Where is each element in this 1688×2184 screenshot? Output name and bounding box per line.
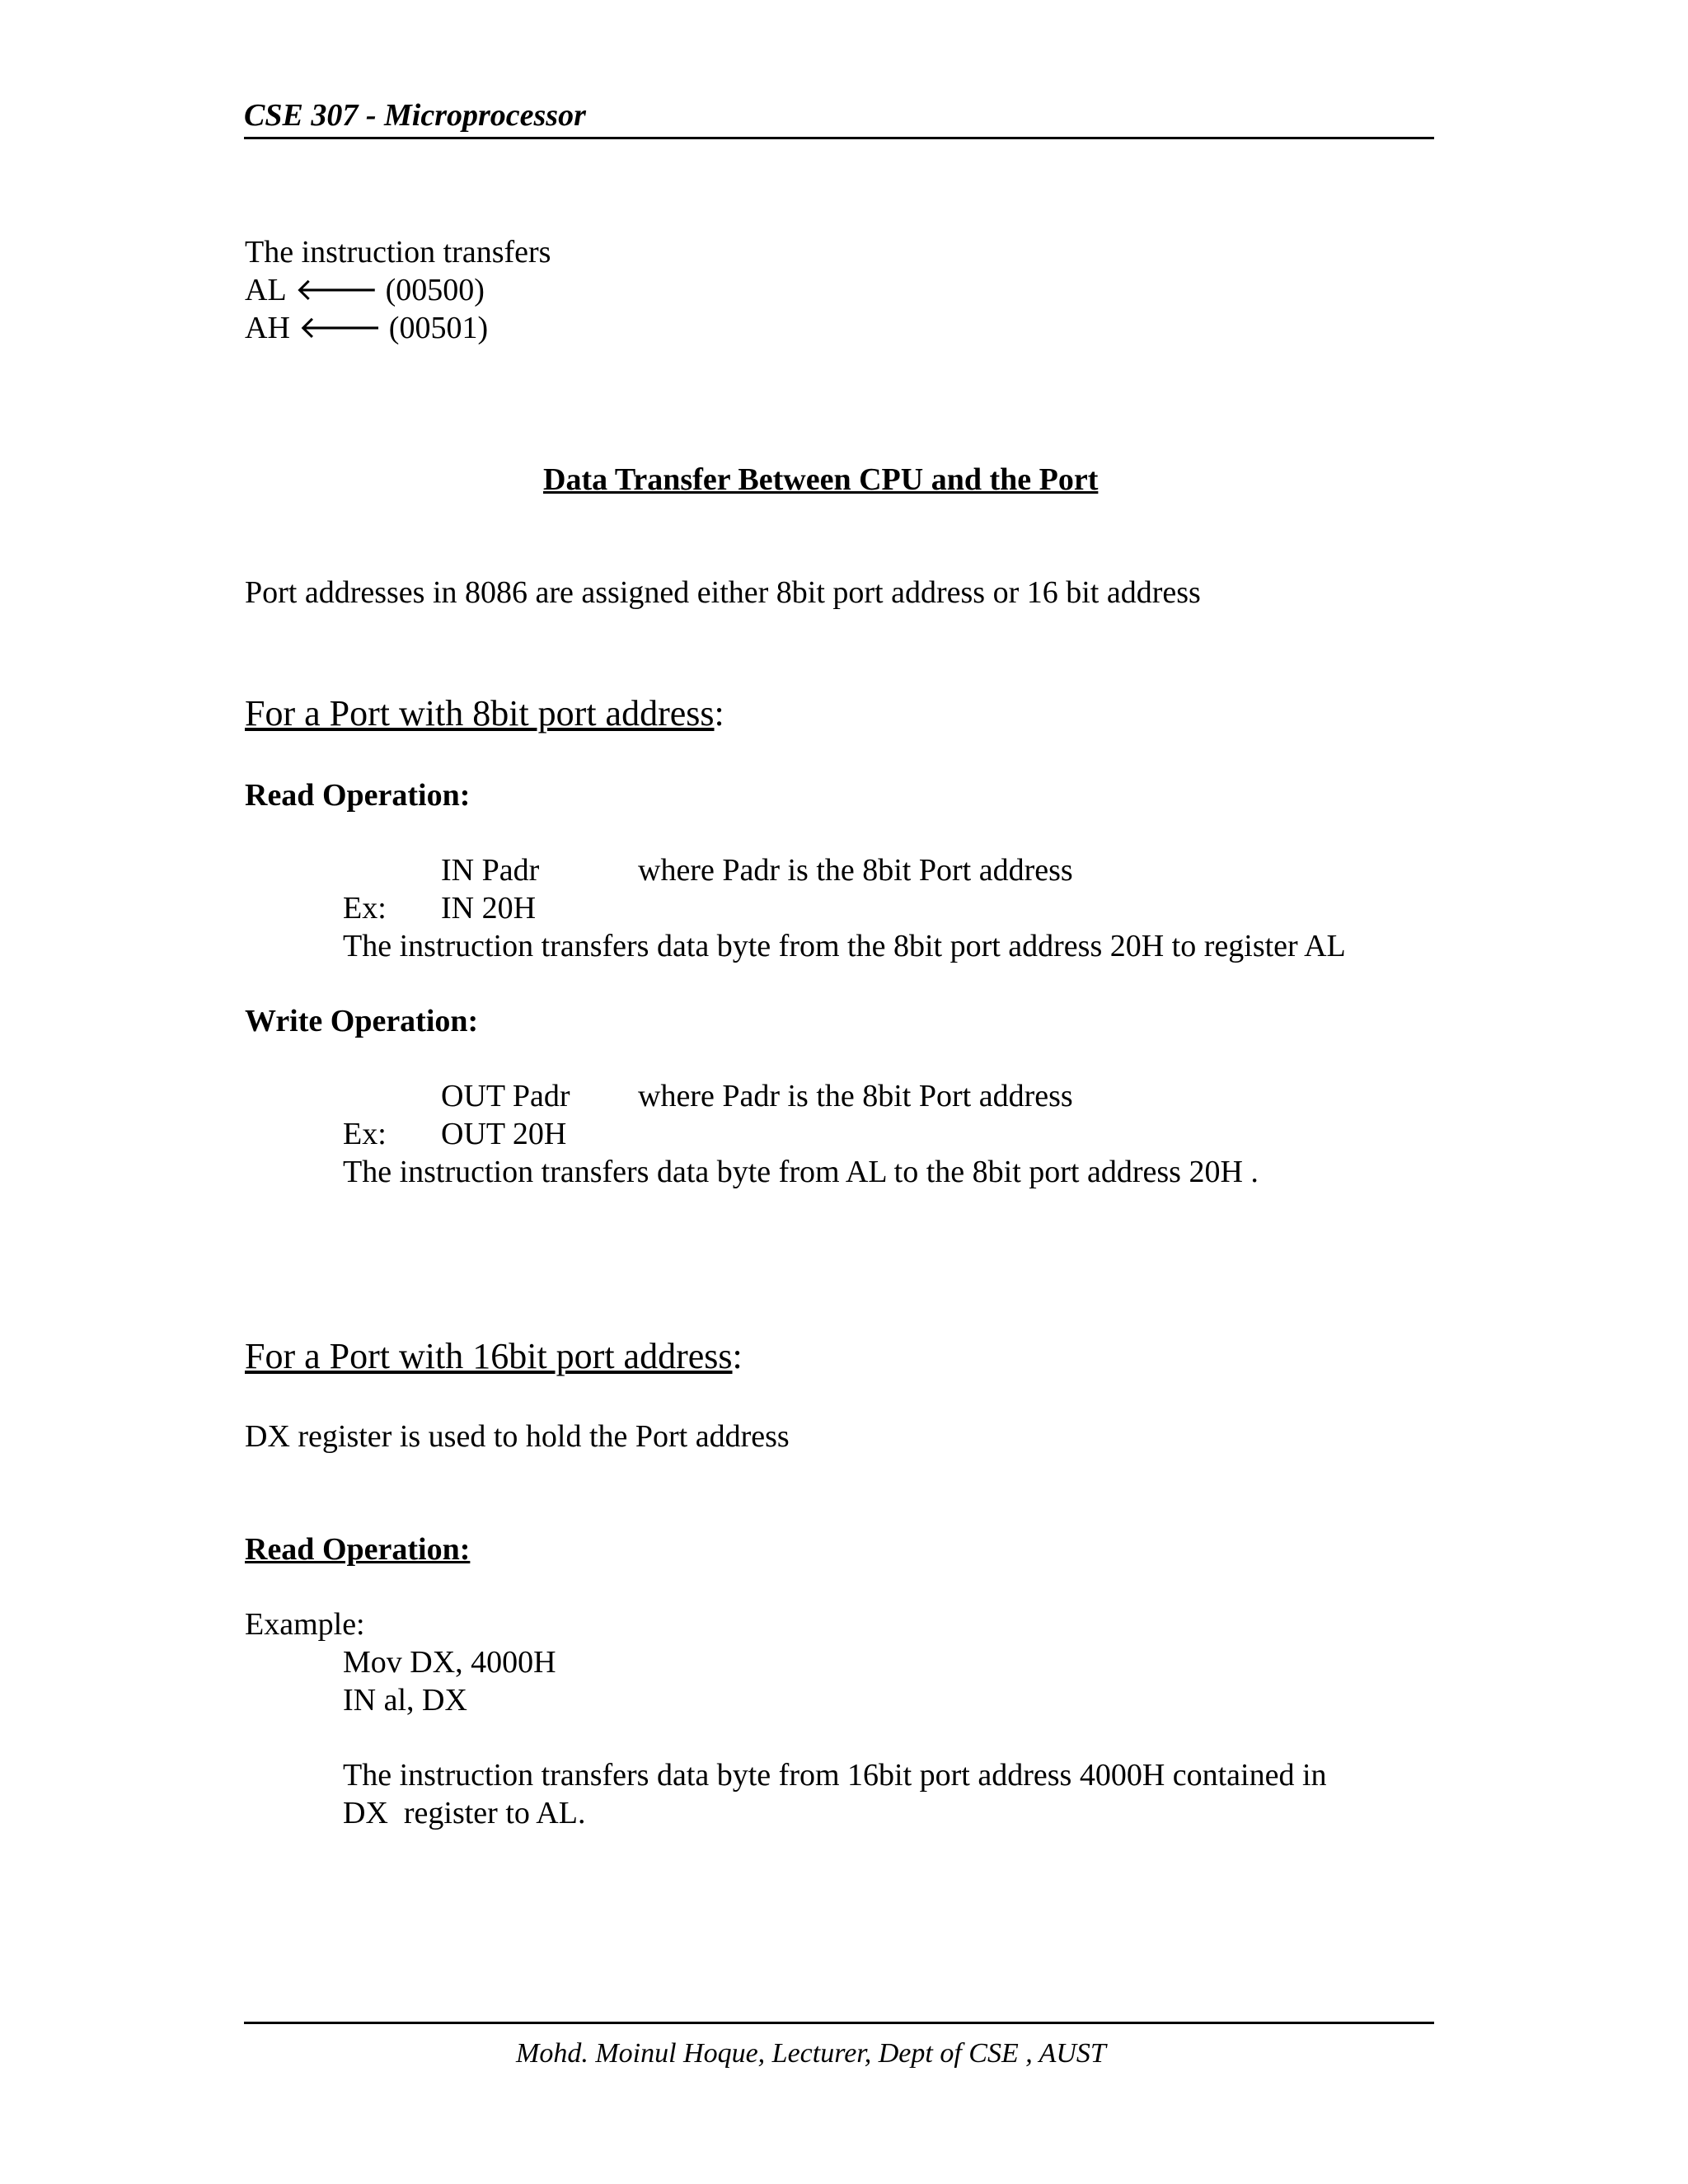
header-rule — [244, 137, 1434, 139]
footer-rule — [244, 2022, 1434, 2024]
port16-example-label: Example: — [245, 1607, 365, 1642]
ah-transfer-line — [245, 309, 488, 347]
port8-read-ex-code: IN 20H — [441, 891, 537, 926]
page-footer: Mohd. Moinul Hoque, Lecturer, Dept of CSE , AUST — [516, 2038, 1106, 2069]
port8-write-ex-label: Ex: — [343, 1117, 387, 1151]
port8-heading-colon: : — [714, 693, 724, 733]
port16-heading-text: For a Port with 16bit port address — [245, 1336, 733, 1376]
port8-read-ex-label: Ex: — [343, 891, 387, 926]
port16-heading — [245, 1335, 743, 1378]
al-address: (00500) — [385, 273, 485, 307]
port16-heading-colon: : — [732, 1336, 743, 1376]
port8-heading-text: For a Port with 8bit port address — [245, 693, 715, 733]
left-arrow-icon: 🡐 — [294, 273, 379, 307]
port16-dx-note: DX register is used to hold the Port address — [245, 1419, 790, 1454]
port8-write-title: Write Operation: — [245, 1004, 479, 1038]
port8-write-ex-code: OUT 20H — [441, 1117, 567, 1151]
port16-code-line-2: IN al, DX — [343, 1683, 467, 1718]
page-header: CSE 307 - Microprocessor — [244, 98, 586, 133]
port16-desc-line-2: DX register to AL. — [343, 1796, 586, 1830]
al-transfer-line — [245, 271, 485, 309]
port-address-sentence: Port addresses in 8086 are assigned either 8bit port address or 16 bit address — [245, 575, 1201, 610]
port8-write-syntax-note: where Padr is the 8bit Port address — [638, 1079, 1073, 1113]
port8-read-desc: The instruction transfers data byte from the 8bit port address 20H to register AL — [343, 929, 1346, 963]
port8-read-title: Read Operation: — [245, 778, 471, 813]
port8-read-syntax-note: where Padr is the 8bit Port address — [638, 853, 1073, 888]
left-arrow-icon: 🡐 — [298, 311, 382, 345]
port16-desc-line-1: The instruction transfers data byte from 16bit port address 4000H contained in — [343, 1758, 1327, 1793]
intro-line: The instruction transfers — [245, 235, 551, 269]
port8-write-syntax: OUT Padr — [441, 1079, 570, 1113]
ah-register: AH — [245, 311, 290, 345]
port16-code-line-1: Mov DX, 4000H — [343, 1645, 556, 1680]
port8-write-desc: The instruction transfers data byte from AL to the 8bit port address 20H . — [343, 1155, 1259, 1189]
ah-address: (00501) — [388, 311, 489, 345]
al-register: AL — [245, 273, 287, 307]
section-title: Data Transfer Between CPU and the Port — [543, 462, 1099, 497]
port8-read-syntax: IN Padr — [441, 853, 540, 888]
port8-heading — [245, 692, 724, 735]
port16-read-title: Read Operation: — [245, 1532, 471, 1567]
